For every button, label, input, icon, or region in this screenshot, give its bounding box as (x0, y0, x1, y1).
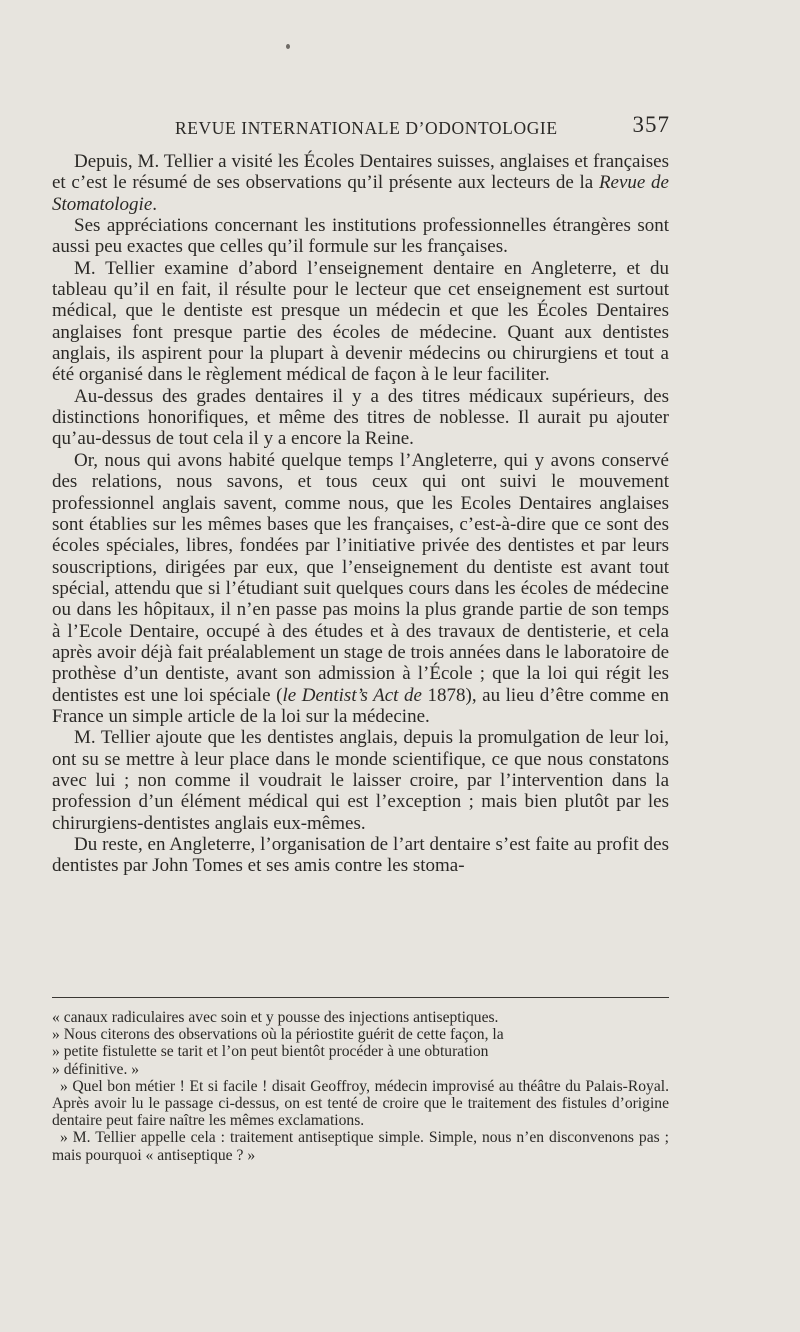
main-text (52, 151, 669, 877)
paragraph: Ses appréciations concernant les institutions professionnelles étrangères sont aussi peu exactes que celles qu’il formule sur les françaises. (52, 215, 669, 258)
paragraph: M. Tellier ajoute que les dentistes anglais, depuis la promulgation de leur loi, ont su se mettre à leur place dans le monde scientifique, ce que nous constatons avec lui ; non comme il voudrait le laisser croire, par l’intervention dans la profession d’un élément médical qui est l’exception ; mais bien plutôt par les chirurgiens-dentistes anglais eux-mêmes. (52, 727, 669, 834)
footnote-line: » Nous citerons des observations où la périostite guérit de cette façon, la (52, 1026, 504, 1044)
paragraph: Au-dessus des grades dentaires il y a des titres médicaux supérieurs, des distinctions honorifiques, et même des titres de noblesse. Il aurait pu ajouter qu’au-dessus de tout cela il y a encore la Reine. (52, 385, 669, 450)
page-number: 357 (632, 112, 670, 137)
paragraph: Depuis, M. Tellier a visité les Écoles Dentaires suisses, anglaises et françaises et c’est le résumé de ses observations qu’il présente aux lecteurs de la Revue de Stomatologie. (52, 151, 669, 215)
footnote-line: « canaux radiculaires avec soin et y pousse des injections antiseptiques. (52, 1009, 499, 1026)
footnote-line: » définitive. » (52, 1060, 140, 1078)
running-title: REVUE INTERNATIONALE D’ODONTOLOGIE (175, 118, 558, 138)
footnotes (52, 1009, 669, 1164)
paragraph: M. Tellier examine d’abord l’enseignement dentaire en Angleterre, et du tableau qu’il en fait, il résulte pour le lecteur que cet enseignement est surtout médical, que le dentiste est presque un médecin et que les Écoles Dentaires anglaises font presque partie des écoles de médecine. Quant aux dentistes anglais, ils aspirent pour la plupart à devenir médecins ou chirurgiens et tout a été organisé dans le règlement médical de façon à le leur faciliter. (52, 257, 669, 386)
page-header (52, 112, 670, 144)
footnote-divider (52, 997, 669, 998)
journal-title: Revue de Stomatologie (52, 172, 669, 215)
paragraph: Du reste, en Angleterre, l’organisation de l’art dentaire s’est faite au profit des dentistes par John Tomes et ses amis contre les stoma- (52, 834, 669, 877)
paragraph: Or, nous qui avons habité quelque temps l’Angleterre, qui y avons conservé des relations, nous savons, et tous ceux qui ont suivi le mouvement professionnel anglais savent, comme nous, que les Ecoles Dentaires anglaises sont établies sur les mêmes bases que les françaises, c’est-à-dire que ce sont des écoles spéciales, libres, fondées par l’initiative privée des dentistes et par leurs souscriptions, dirigées par eux, que l’enseignement du dentiste est avant tout spécial, attendu que si l’étudiant suit quelques cours dans les écoles de médecine ou dans les hôpitaux, il n’en passe pas moins la plus grande partie de son temps à l’Ecole Dentaire, occupé à des études et à des travaux de dentisterie, et cela après avoir déjà fait préalablement un stage de trois années dans le laboratoire de prothèse d’un dentiste, avant son admission à l’École ; que la loi qui régit les dentistes est une loi spéciale (le Dentist’s Act de 1878), au lieu d’être comme en France un simple article de la loi sur la médecine. (52, 449, 669, 727)
print-speck (286, 44, 290, 49)
footnote-line: » petite fistulette se tarit et l’on peut bientôt procéder à une obturation (52, 1043, 489, 1061)
footnote-line: » Quel bon métier ! Et si facile ! disait Geoffroy, médecin improvisé au théâtre du Palais-Royal. Après avoir lu le passage ci-dessus, on est tenté de croire que le traitement des fistules d’origine dentaire peut faire naître les mêmes exclamations. (52, 1077, 669, 1130)
footnote-line: » M. Tellier appelle cela : traitement antiseptique simple. Simple, nous n’en disconvenons pas ; mais pourquoi « antiseptique ? » (52, 1129, 669, 1164)
act-title: le Dentist’s Act de (282, 684, 422, 706)
